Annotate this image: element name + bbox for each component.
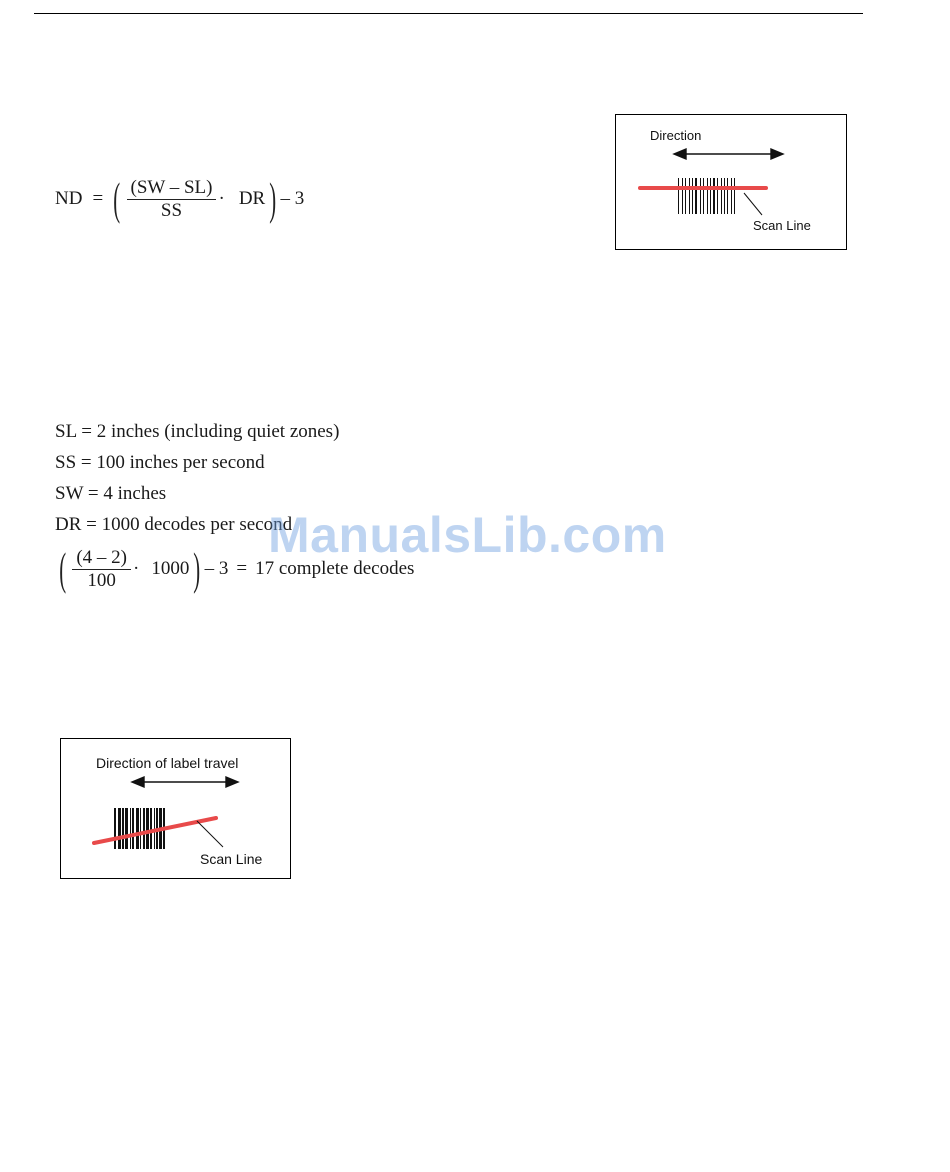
example-rate: 1000 [151,558,190,579]
barcode-bar [731,178,732,214]
barcode-bar [703,178,704,214]
formula-fraction [127,178,217,221]
example-denominator: 100 [87,569,116,591]
barcode-bar [122,808,124,849]
given-value: 2 inches (including quiet zones) [96,421,340,442]
given-eq: = [80,452,92,473]
given-value: 1000 decodes per second [101,514,293,535]
figure-scan-direction [615,114,847,250]
barcode-bar [685,178,686,214]
barcode-bar [724,178,725,214]
example-equals: = [236,558,248,579]
barcode-bar [692,178,693,214]
right-paren: ) [193,543,201,594]
barcode-bar [713,178,715,214]
direction-label: Direction of label travel [96,755,239,771]
barcode-bar [727,178,728,214]
formula-tail: – 3 [280,188,305,209]
given-eq: = [86,514,97,535]
barcode-bar [682,178,683,214]
formula-main [55,173,305,224]
given-sw [55,483,166,505]
barcode-bar [695,178,697,214]
barcode-bar [146,808,149,849]
barcode-bar [700,178,701,214]
left-paren: ( [59,543,67,594]
scan-line-leader [744,193,762,215]
scan-line-leader [197,821,223,847]
given-eq: = [87,483,99,504]
given-value: 4 inches [103,483,167,504]
direction-arrow [132,777,238,787]
given-var: SW [55,483,84,504]
formula-rate: DR [238,188,266,209]
watermark: ManualsLib.com [268,507,667,563]
barcode-bar [143,808,145,849]
barcode-bar [130,808,131,849]
direction-label: Direction [650,128,702,143]
given-eq: = [81,421,92,442]
given-sl [55,421,339,443]
barcode-bar [136,808,139,849]
example-numerator: (4 – 2) [72,548,131,570]
barcode-bar [140,808,141,849]
scan-line-label: Scan Line [753,218,811,233]
given-var: DR [55,514,82,535]
given-var: SS [55,452,77,473]
barcode-bar [717,178,718,214]
formula-numerator: (SW – SL) [127,178,217,200]
example-result: 17 complete decodes [255,558,415,579]
given-value: 100 inches per second [96,452,265,473]
example-times: · [132,558,140,579]
barcode-bar [689,178,690,214]
formula-equals: = [92,188,104,209]
barcode [678,178,735,214]
left-paren: ( [113,173,121,224]
given-dr [55,514,292,536]
barcode-bar [150,808,152,849]
barcode-bar [114,808,116,849]
top-rule [34,13,863,14]
formula-times: · [218,188,225,209]
given-ss [55,452,265,474]
barcode-bar [132,808,134,849]
formula-denominator: SS [160,199,183,221]
figure-label-travel [60,738,291,879]
formula-lhs: ND [55,188,83,209]
given-var: SL [55,421,77,442]
scan-line-label: Scan Line [200,851,263,867]
barcode-bar [678,178,679,214]
barcode-bar [734,178,735,214]
barcode-bar [125,808,128,849]
example-tail: – 3 [204,558,229,579]
barcode-bar [118,808,121,849]
direction-arrow [674,149,783,159]
barcode-bar [707,178,708,214]
example-fraction [72,548,131,591]
barcode-bar [710,178,711,214]
right-paren: ) [269,173,277,224]
barcode-bar [721,178,722,214]
